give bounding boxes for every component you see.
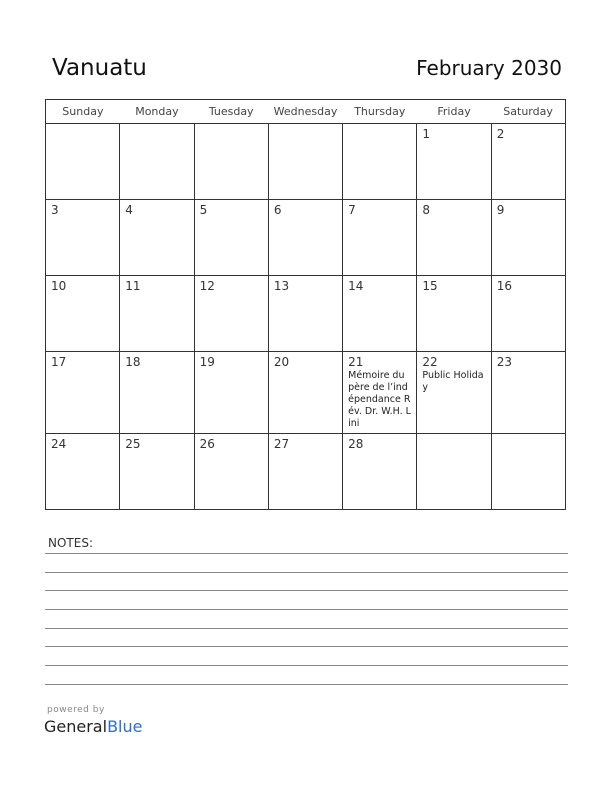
week-row-4: [46, 352, 566, 434]
day-number: 27: [273, 437, 290, 451]
month-year-title: February 2030: [416, 56, 562, 80]
day-cell: [491, 276, 565, 352]
notes-line: [45, 646, 568, 647]
day-number: 7: [348, 203, 356, 217]
notes-line: [45, 609, 568, 610]
holiday-event: Public Holiday: [422, 370, 484, 393]
day-cell: [46, 434, 120, 510]
holiday-event: Mémoire du père de l’indépendance Rév. Dr. W.H. Lini: [348, 370, 411, 429]
day-cell: [194, 124, 268, 200]
day-number: 23: [496, 355, 512, 369]
day-cell: [417, 434, 491, 510]
weekday-thursday: Thursday: [343, 100, 417, 124]
day-number: 14: [348, 279, 364, 293]
day-number: 15: [422, 279, 438, 293]
day-cell: [194, 200, 268, 276]
weekday-header-row: [46, 100, 566, 124]
day-cell: [46, 352, 120, 434]
notes-line: [45, 628, 568, 629]
day-cell: [46, 124, 120, 200]
day-number: 9: [496, 203, 505, 217]
generalblue-logo: [44, 717, 142, 736]
day-cell: [120, 200, 194, 276]
day-number: 18: [125, 355, 141, 369]
week-row-5: [46, 434, 566, 510]
notes-line: [45, 553, 568, 554]
day-cell: [268, 352, 342, 434]
day-number: 10: [51, 279, 67, 293]
day-cell: [343, 352, 417, 434]
notes-line: [45, 684, 568, 685]
notes-line: [45, 572, 568, 573]
day-number: 21: [348, 355, 364, 369]
calendar-grid: [45, 99, 566, 510]
day-cell: [491, 434, 565, 510]
week-row-3: [46, 276, 566, 352]
day-cell: [343, 200, 417, 276]
day-number: 3: [51, 203, 59, 217]
notes-line: [45, 590, 568, 591]
day-number: 26: [199, 437, 215, 451]
weekday-tuesday: Tuesday: [194, 100, 268, 124]
day-cell: [194, 352, 268, 434]
weekday-friday: Friday: [417, 100, 491, 124]
day-number: 4: [125, 203, 133, 217]
day-number: 2: [496, 127, 505, 141]
day-cell: [417, 124, 491, 200]
brand-blue: Blue: [107, 717, 143, 736]
day-cell: [120, 276, 194, 352]
day-number: 24: [51, 437, 67, 451]
day-cell: [268, 200, 342, 276]
day-cell: [343, 434, 417, 510]
weekday-saturday: Saturday: [491, 100, 565, 124]
weekday-monday: Monday: [120, 100, 194, 124]
notes-line: [45, 665, 568, 666]
day-cell: [491, 352, 565, 434]
notes-label: NOTES:: [48, 536, 93, 550]
day-cell: [46, 276, 120, 352]
day-cell: [120, 434, 194, 510]
day-cell: [120, 124, 194, 200]
day-number: 17: [51, 355, 67, 369]
day-cell: [120, 352, 194, 434]
week-row-2: [46, 200, 566, 276]
day-number: 1: [422, 127, 431, 141]
day-number: 5: [199, 203, 208, 217]
country-title: Vanuatu: [52, 55, 147, 81]
day-cell: [194, 276, 268, 352]
day-number: 25: [125, 437, 141, 451]
day-cell: [343, 124, 417, 200]
day-cell: [417, 352, 491, 434]
day-cell: [268, 276, 342, 352]
day-number: 28: [348, 437, 364, 451]
day-cell: [268, 434, 342, 510]
day-cell: [491, 200, 565, 276]
weekday-wednesday: Wednesday: [268, 100, 342, 124]
day-number: 19: [199, 355, 215, 369]
day-cell: [417, 276, 491, 352]
week-row-1: [46, 124, 566, 200]
day-cell: [343, 276, 417, 352]
day-cell: [46, 200, 120, 276]
day-number: 20: [273, 355, 290, 369]
day-number: 6: [273, 203, 282, 217]
day-number: 16: [496, 279, 512, 293]
day-cell: [417, 200, 491, 276]
powered-by-text: powered by: [47, 705, 105, 715]
brand-general: General: [44, 717, 108, 736]
day-number: 12: [199, 279, 215, 293]
day-cell: [268, 124, 342, 200]
day-number: 8: [422, 203, 431, 217]
day-number: 13: [273, 279, 290, 293]
weekday-sunday: Sunday: [46, 100, 120, 124]
day-cell: [194, 434, 268, 510]
day-number: 22: [422, 355, 438, 369]
day-cell: [491, 124, 565, 200]
day-number: 11: [125, 279, 141, 293]
